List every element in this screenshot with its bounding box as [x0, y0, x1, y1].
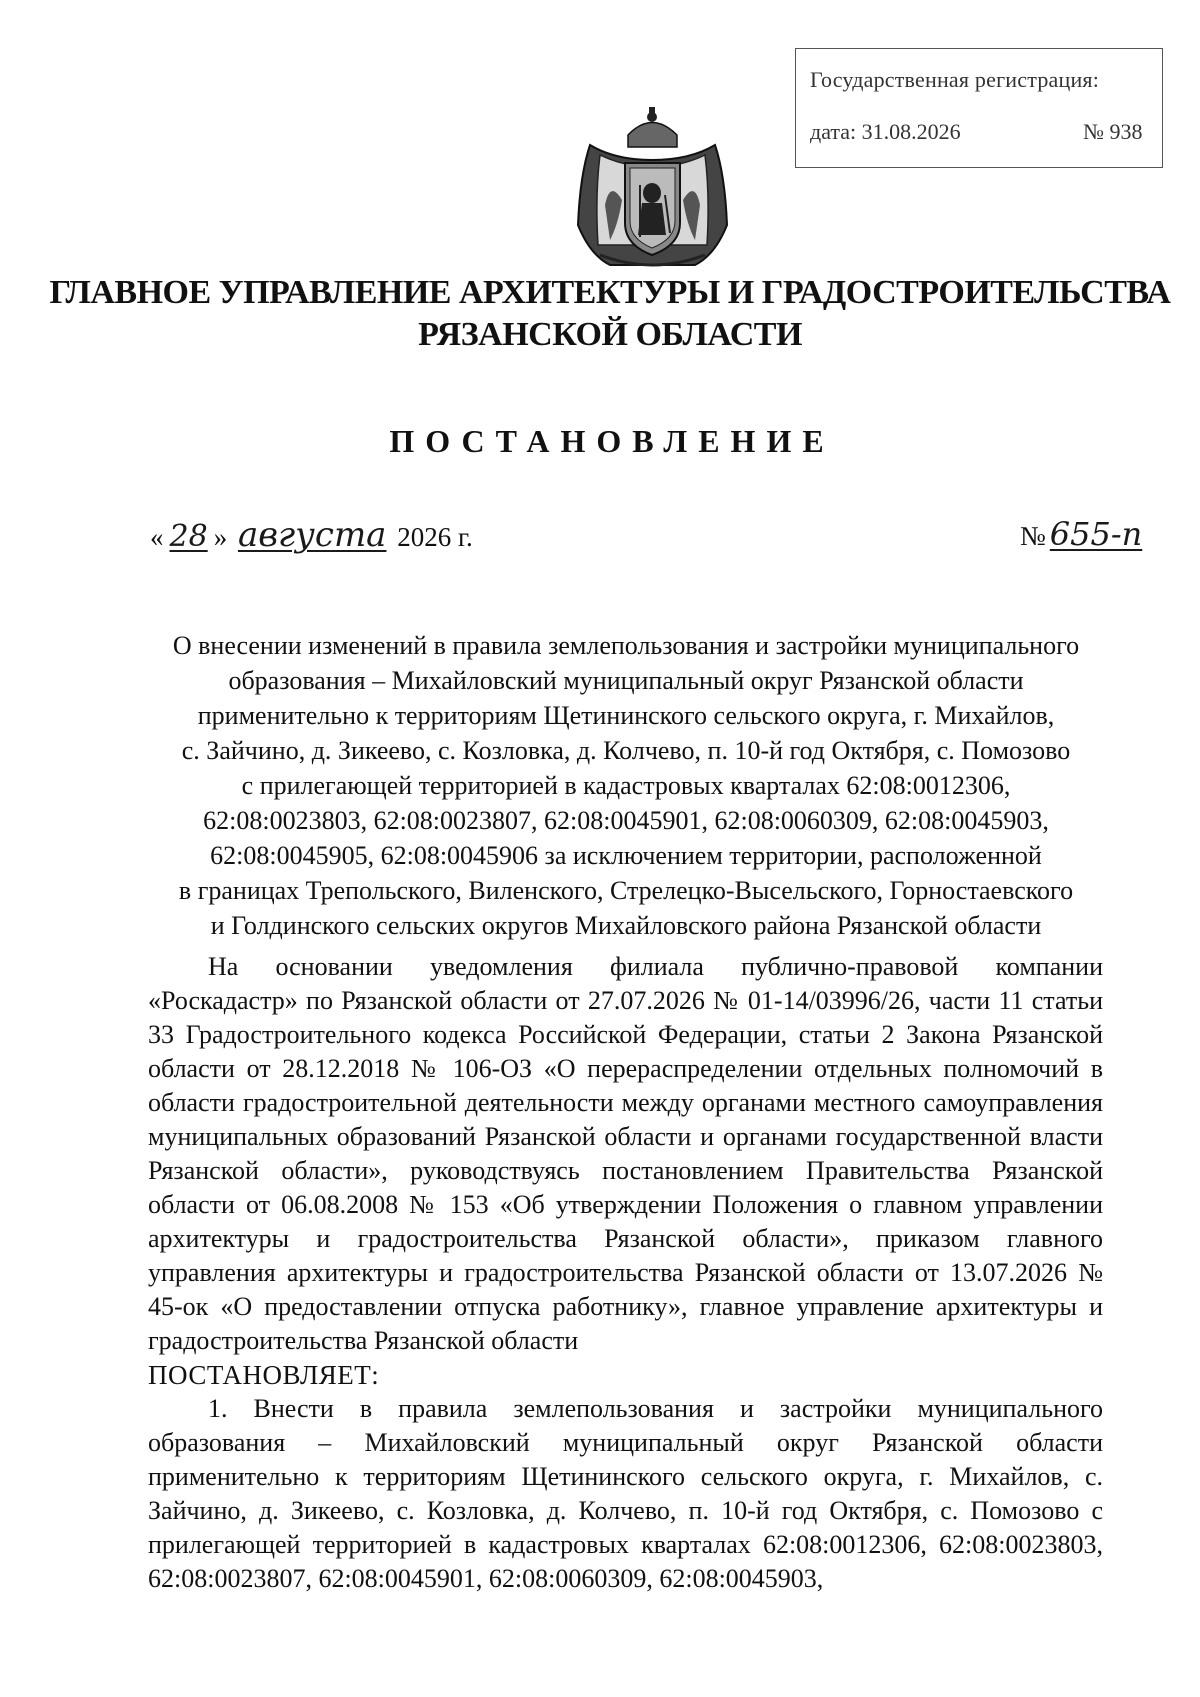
agency-title-line2: РЯЗАНСКОЙ ОБЛАСТИ	[418, 316, 802, 353]
handwritten-day: 28	[169, 519, 208, 554]
ryazan-coat-of-arms-icon	[570, 105, 735, 275]
subject-line: О внесении изменений в правила землепользования и застройки муниципального	[172, 631, 1080, 660]
subject-line: и Голдинского сельских округов Михайловского района Рязанской области	[210, 911, 1042, 940]
subject-line: применительно к территориям Щетининского сельского округа, г. Михайлов,	[197, 701, 1055, 730]
number-label: №	[1020, 521, 1046, 551]
open-quote: «	[150, 522, 164, 552]
agency-title-line1: ГЛАВНОЕ УПРАВЛЕНИЕ АРХИТЕКТУРЫ И ГРАДОСТРОИТЕЛЬСТВА	[49, 274, 1171, 311]
subject-line: с прилегающей территорией в кадастровых кварталах 62:08:0012306,	[241, 771, 1011, 800]
preamble-paragraph: На основании уведомления филиала публично-правовой компании «Роскадастр» по Рязанской области от 27.07.2026 № 01-14/03996/26, части 11 статьи 33 Градостроительного кодекса Российской Федерации, статьи 2 Закона Рязанской области от 28.12.2018 № 106-ОЗ «О перераспределении отдельных полномочий в области градостроительной деятельности между органами местного самоуправления муниципальных образований Рязанской области и органами государственной власти Рязанской области», руководствуясь постановлением Правительства Рязанской области от 06.08.2008 № 153 «Об утверждении Положения о главном управлении архитектуры и градостроительства Рязанской области», приказом главного управления архитектуры и градостроительства Рязанской области от 13.07.2026 № 45-ок «О предоставлении отпуска работнику», главное управление архитектуры и градостроительства Рязанской области	[148, 952, 1103, 1355]
registration-date: дата: 31.08.2026	[810, 119, 961, 144]
subject-line: с. Зайчино, д. Зикеево, с. Козловка, д. Колчево, п. 10-й год Октября, с. Помозово	[181, 736, 1071, 765]
document-subject	[148, 628, 1104, 943]
document-type-title: ПОСТАНОВЛЕНИЕ	[389, 423, 835, 459]
document-date	[150, 515, 473, 555]
subject-line: в границах Трепольского, Виленского, Стрелецко-Высельского, Горностаевского	[178, 876, 1074, 905]
document-year: 2026 г.	[397, 522, 473, 552]
agency-title	[10, 272, 1200, 356]
registration-number: № 938	[1083, 119, 1143, 144]
subject-line: 62:08:0045905, 62:08:0045906 за исключением территории, расположенной	[210, 841, 1042, 870]
subject-line: 62:08:0023803, 62:08:0023807, 62:08:0045901, 62:08:0060309, 62:08:0045903,	[203, 806, 1049, 835]
decree-word: ПОСТАНОВЛЯЕТ:	[148, 1360, 380, 1390]
close-quote: »	[213, 522, 228, 552]
document-number	[1020, 515, 1142, 553]
subject-line: образования – Михайловский муниципальный округ Рязанской области	[228, 666, 1024, 695]
clause-1: 1. Внести в правила землепользования и застройки муниципального образования – Михайловский муниципальный округ Рязанской области применительно к территориям Щетининского сельского округа, г. Михайлов, с. Зайчино, д. Зикеево, с. Козловка, д. Колчево, п. 10-й год Октября, с. Помозово с прилегающей территорией в кадастровых кварталах 62:08:0012306, 62:08:0023803, 62:08:0023807, 62:08:0045901, 62:08:0060309, 62:08:0045903,	[148, 1394, 1103, 1593]
registration-stamp	[795, 48, 1163, 168]
handwritten-number: 655-п	[1049, 515, 1143, 553]
registration-title: Государственная регистрация:	[810, 67, 1100, 92]
handwritten-month: августа	[237, 515, 387, 555]
document-body	[148, 950, 1103, 1596]
